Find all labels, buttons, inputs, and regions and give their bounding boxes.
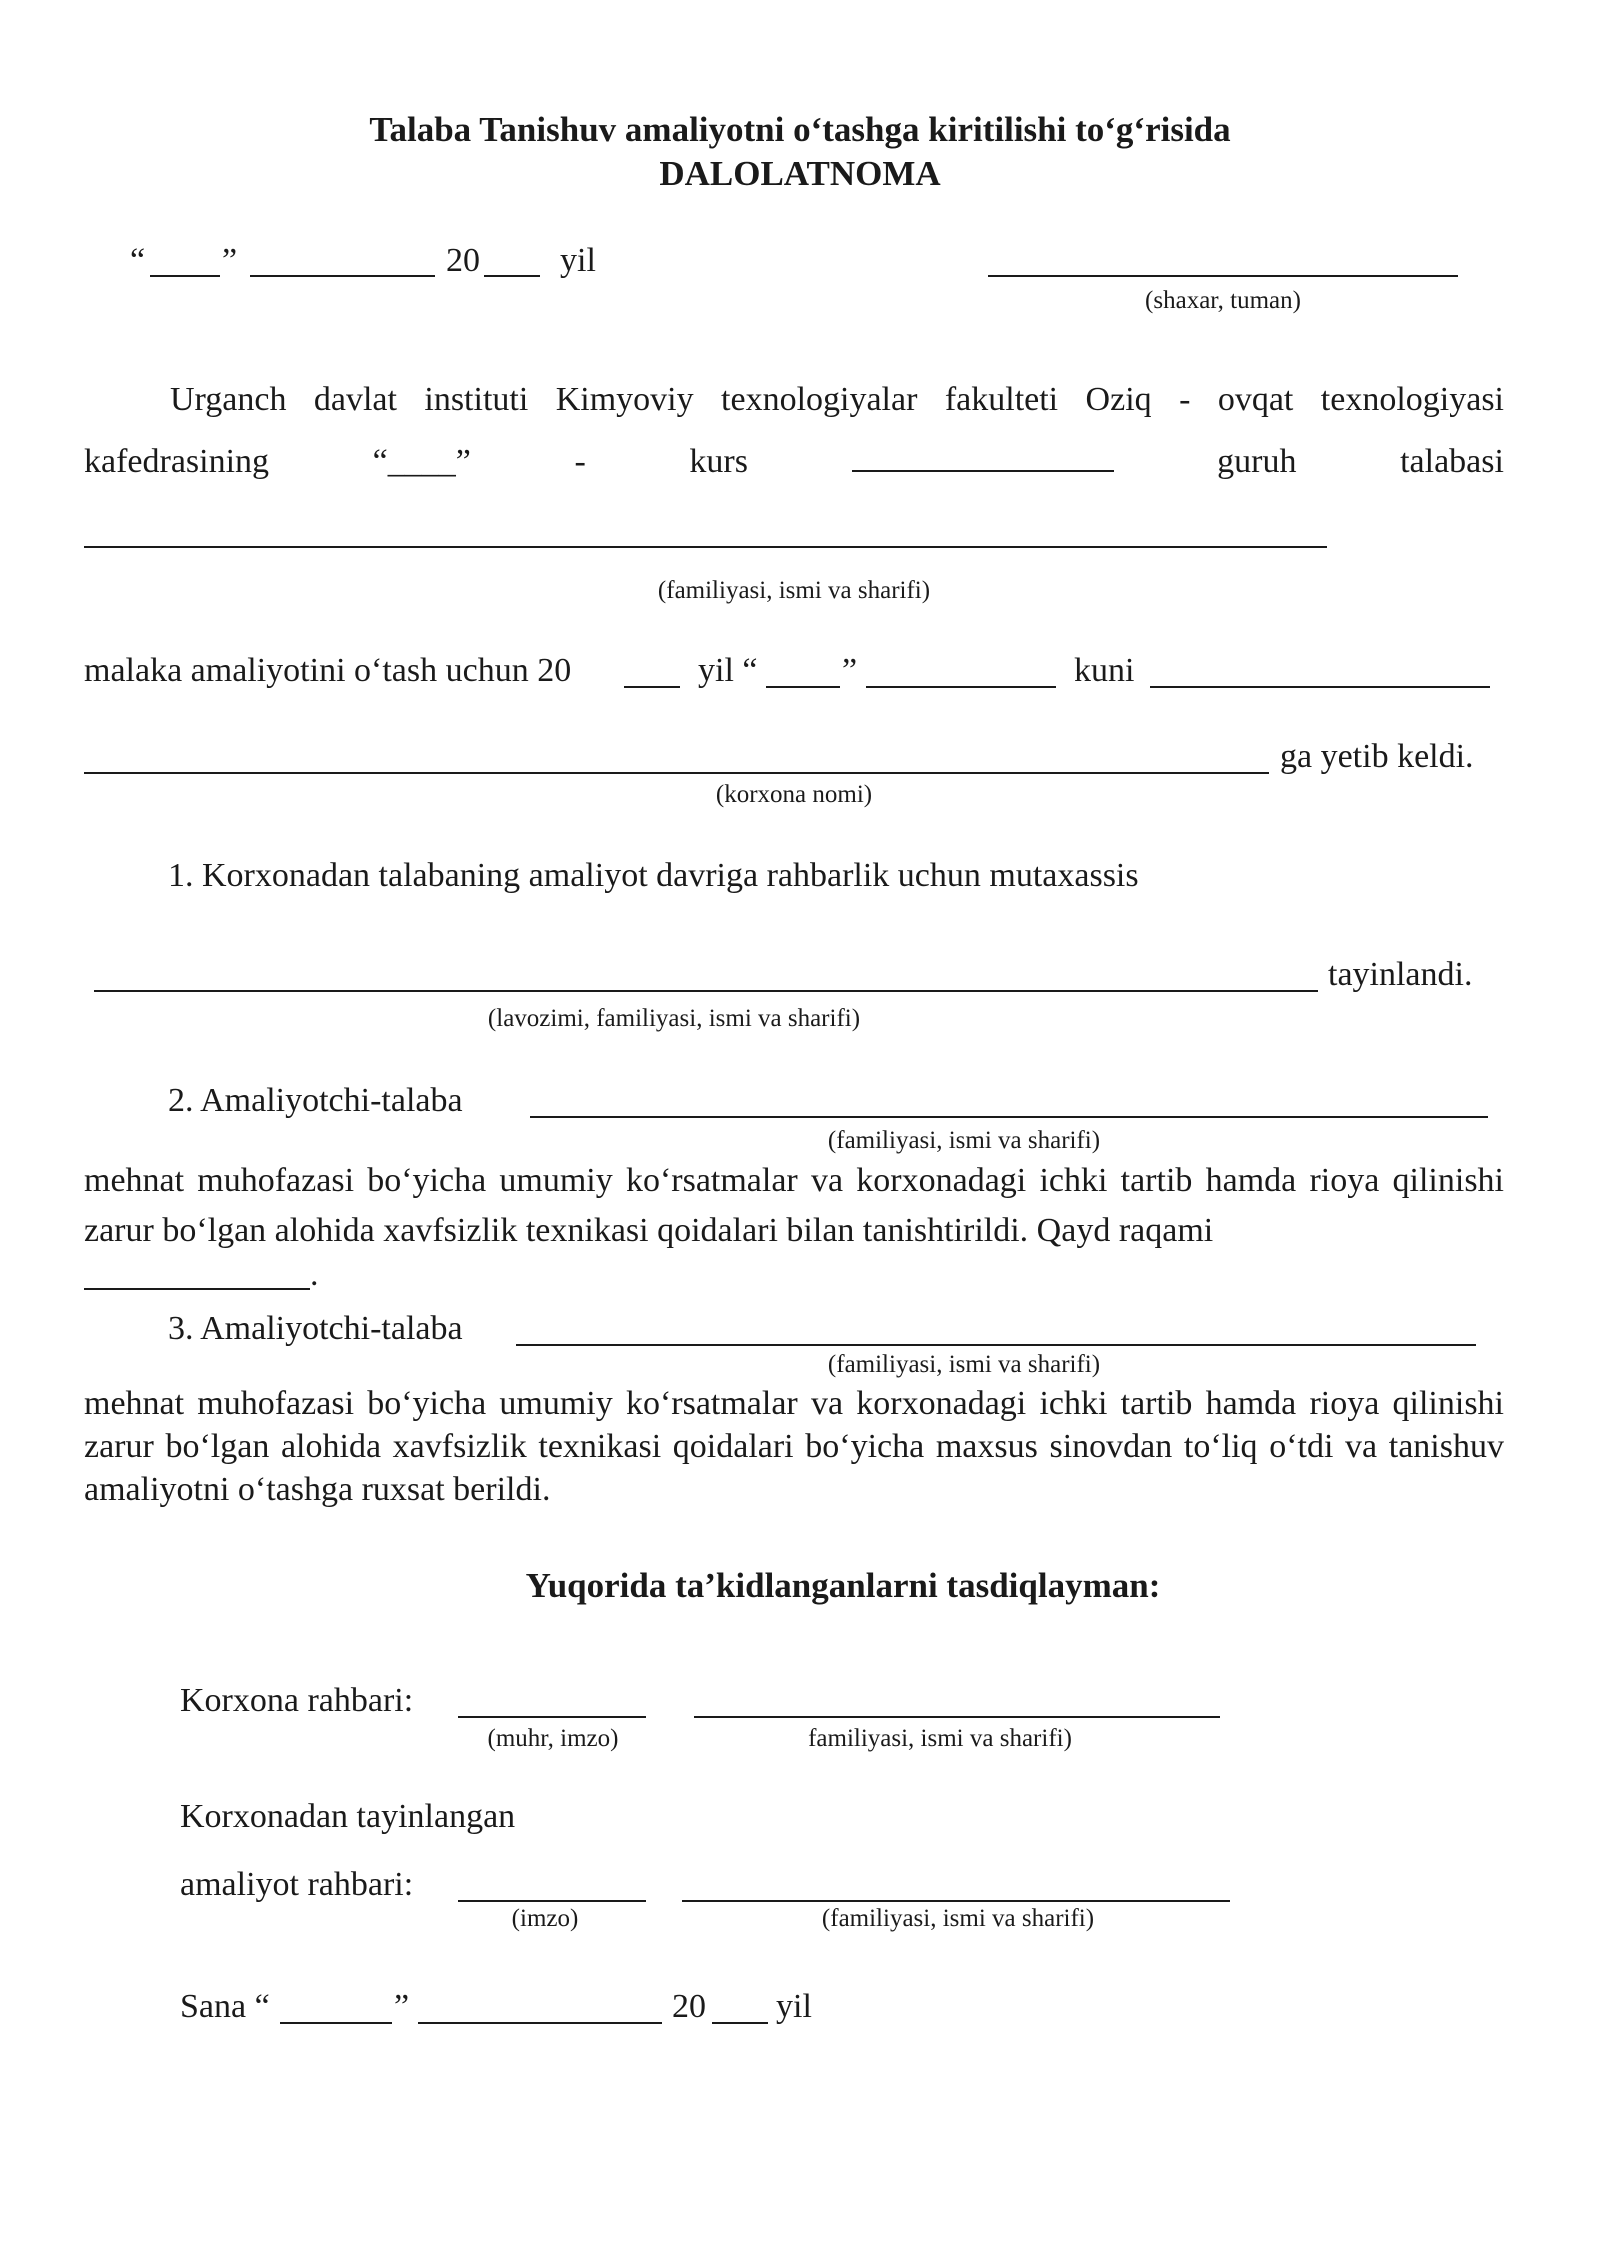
director-name-caption: familiyasi, ismi va sharifi) <box>808 1725 1072 1752</box>
guruh-label: guruh <box>1217 443 1297 480</box>
kurs-quote: “____” <box>372 443 471 480</box>
dash: - <box>574 443 586 480</box>
kurs-label: kurs <box>689 443 748 480</box>
item2-label: 2. Amaliyotchi-talaba <box>168 1082 463 1119</box>
item3-caption: (familiyasi, ismi va sharifi) <box>827 1351 1101 1378</box>
kafedra-label: kafedrasining <box>84 443 270 480</box>
practice-close-quote: ” <box>842 652 858 689</box>
record-number-blank[interactable] <box>84 1288 310 1290</box>
document-title: Talaba Tanishuv amaliyotni o‘tashga kiritilishi to‘g‘risida <box>369 110 1231 149</box>
sign-day-blank[interactable] <box>280 2022 392 2024</box>
sign-year-suffix: yil <box>776 1988 812 2025</box>
intro-line1: Urganch davlat instituti Kimyoviy texnologiyalar fakulteti Oziq - ovqat texnologiyasi <box>170 381 1504 418</box>
director-label: Korxona rahbari: <box>180 1682 414 1719</box>
item2-student-blank[interactable] <box>530 1116 1488 1118</box>
confirm-heading: Yuqorida ta’kidlanganlarni tasdiqlayman: <box>525 1566 1161 1605</box>
sign-year-blank[interactable] <box>712 2022 768 2024</box>
supervisor-label-line1: Korxonadan tayinlangan <box>180 1798 516 1835</box>
item1-assigned: tayinlandi. <box>1328 956 1473 993</box>
practice-yil: yil “ <box>698 652 758 689</box>
item2-caption: (familiyasi, ismi va sharifi) <box>827 1127 1101 1154</box>
item2-end: . <box>310 1256 319 1293</box>
practice-kuni: kuni <box>1074 652 1135 689</box>
student-name-caption: (familiyasi, ismi va sharifi) <box>657 577 931 604</box>
mentor-caption: (lavozimi, familiyasi, ismi va sharifi) <box>487 1005 861 1032</box>
practice-year-blank[interactable] <box>624 686 680 688</box>
supervisor-sign-caption: (imzo) <box>511 1905 579 1932</box>
year-blank[interactable] <box>484 275 540 277</box>
item3-student-blank[interactable] <box>516 1344 1476 1346</box>
practice-prefix: malaka amaliyotini o‘tash uchun 20 <box>84 652 572 689</box>
item3-body: mehnat muhofazasi bo‘yicha umumiy ko‘rsatmalar va korxonadagi ichki tartib hamda rioya qilinishi zarur bo‘lgan alohida xavfsizlik texnikasi qoidalari bo‘yicha maxsus sinovdan to‘liq o‘tdi va tanishuv amaliyotni o‘tashga ruxsat berildi. <box>84 1385 1504 1508</box>
date-label: Sana “ <box>180 1988 270 2025</box>
supervisor-signature-blank[interactable] <box>458 1900 646 1902</box>
supervisor-name-blank[interactable] <box>682 1900 1230 1902</box>
year-prefix: 20 <box>446 242 480 279</box>
arrived-text: ga yetib keldi. <box>1280 738 1474 775</box>
date-open-quote: “ <box>130 242 146 279</box>
director-stamp-caption: (muhr, imzo) <box>487 1725 619 1752</box>
sign-year-prefix: 20 <box>672 1988 706 2025</box>
sign-date-close-quote: ” <box>394 1988 410 2025</box>
supervisor-name-caption: (familiyasi, ismi va sharifi) <box>821 1905 1095 1932</box>
month-blank[interactable] <box>250 275 435 277</box>
supervisor-label-line2: amaliyot rahbari: <box>180 1866 414 1903</box>
item2-body: mehnat muhofazasi bo‘yicha umumiy ko‘rsatmalar va korxonadagi ichki tartib hamda rioya qilinishi zarur bo‘lgan alohida xavfsizlik texnikasi qoidalari bilan tanishtirildi. Qayd raqami <box>84 1162 1504 1249</box>
practice-month-blank[interactable] <box>866 686 1056 688</box>
company-caption: (korxona nomi) <box>715 781 873 808</box>
item3-label: 3. Amaliyotchi-talaba <box>168 1310 463 1347</box>
document-heading: DALOLATNOMA <box>659 154 941 193</box>
practice-day-blank[interactable] <box>766 686 840 688</box>
mentor-blank[interactable] <box>94 990 1318 992</box>
place-blank[interactable] <box>988 275 1458 277</box>
director-name-blank[interactable] <box>694 1716 1220 1718</box>
group-blank[interactable] <box>852 440 1114 472</box>
intro-line2 <box>84 440 1504 481</box>
year-suffix: yil <box>560 242 596 279</box>
student-name-blank[interactable] <box>84 546 1327 548</box>
company-name-blank[interactable] <box>84 772 1269 774</box>
director-signature-blank[interactable] <box>458 1716 646 1718</box>
place-caption: (shaxar, tuman) <box>1145 287 1301 314</box>
item1-text: 1. Korxonadan talabaning amaliyot davriga rahbarlik uchun mutaxassis <box>168 857 1139 894</box>
day-blank[interactable] <box>150 275 220 277</box>
date-close-quote: ” <box>222 242 238 279</box>
practice-extra-blank[interactable] <box>1150 686 1490 688</box>
talabasi-label: talabasi <box>1400 443 1504 480</box>
sign-month-blank[interactable] <box>418 2022 662 2024</box>
